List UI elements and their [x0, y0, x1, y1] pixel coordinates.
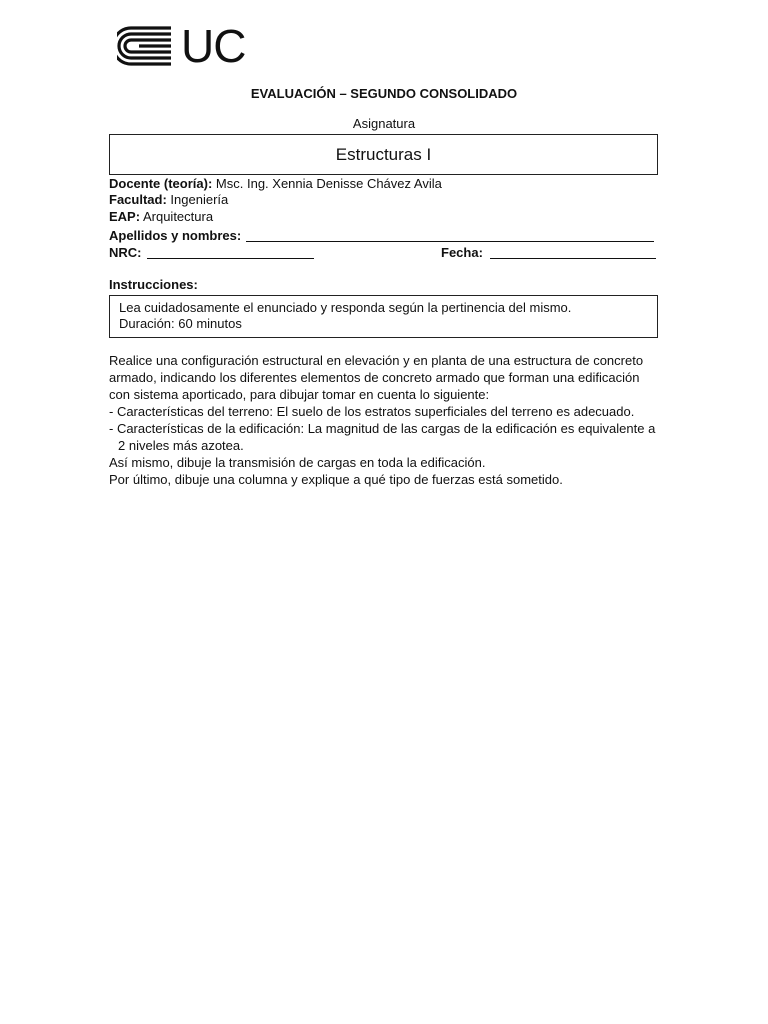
- nrc-field[interactable]: [147, 258, 314, 259]
- nrc-row: [109, 245, 142, 261]
- uc-emblem-icon: [117, 26, 173, 66]
- instructions-line-2: Duración: 60 minutos: [119, 316, 242, 331]
- question-bullet-2: - Características de la edificación: La magnitud de las cargas de la edificación es equivalente a 2 niveles más azotea.: [109, 421, 656, 453]
- docente-value: Msc. Ing. Xennia Denisse Chávez Avila: [215, 176, 442, 191]
- question-text: [109, 352, 661, 488]
- fecha-row: [441, 245, 483, 261]
- fecha-field[interactable]: [490, 258, 656, 259]
- logo-text: UC: [181, 20, 246, 72]
- apellidos-row: [109, 228, 241, 244]
- nrc-label: NRC:: [109, 245, 142, 260]
- facultad-row: [109, 192, 228, 208]
- docente-row: [109, 176, 442, 192]
- instructions-line-1: Lea cuidadosamente el enunciado y responda según la pertinencia del mismo.: [119, 300, 572, 315]
- eap-row: [109, 209, 213, 225]
- question-line-3: Así mismo, dibuje la transmisión de cargas en toda la edificación.: [109, 455, 486, 470]
- exam-title: EVALUACIÓN – SEGUNDO CONSOLIDADO: [250, 86, 518, 101]
- instructions-box: [109, 295, 658, 338]
- apellidos-label: Apellidos y nombres:: [109, 228, 242, 243]
- facultad-label: Facultad:: [109, 192, 167, 207]
- question-line-4: Por último, dibuje una columna y explique a qué tipo de fuerzas está sometido.: [109, 472, 563, 487]
- subject-label: Asignatura: [352, 116, 416, 131]
- facultad-value: Ingeniería: [170, 192, 229, 207]
- eap-label: EAP:: [109, 209, 141, 224]
- subject-box: [109, 134, 658, 175]
- fecha-label: Fecha:: [441, 245, 483, 260]
- subject-name: Estructuras I: [335, 144, 432, 164]
- apellidos-field[interactable]: [246, 241, 654, 242]
- eap-value: Arquitectura: [142, 209, 214, 224]
- instructions-label: Instrucciones:: [109, 277, 198, 292]
- university-logo: [117, 20, 246, 72]
- question-bullet-1: - Características del terreno: El suelo de los estratos superficiales del terreno es adecuado.: [109, 404, 635, 419]
- docente-label: Docente (teoría):: [109, 176, 213, 191]
- question-intro: Realice una configuración estructural en elevación y en planta de una estructura de concreto armado, indicando los diferentes elementos de concreto armado que forman una edificación con sistema aporticado, para dibujar tomar en cuenta lo siguiente:: [109, 353, 644, 402]
